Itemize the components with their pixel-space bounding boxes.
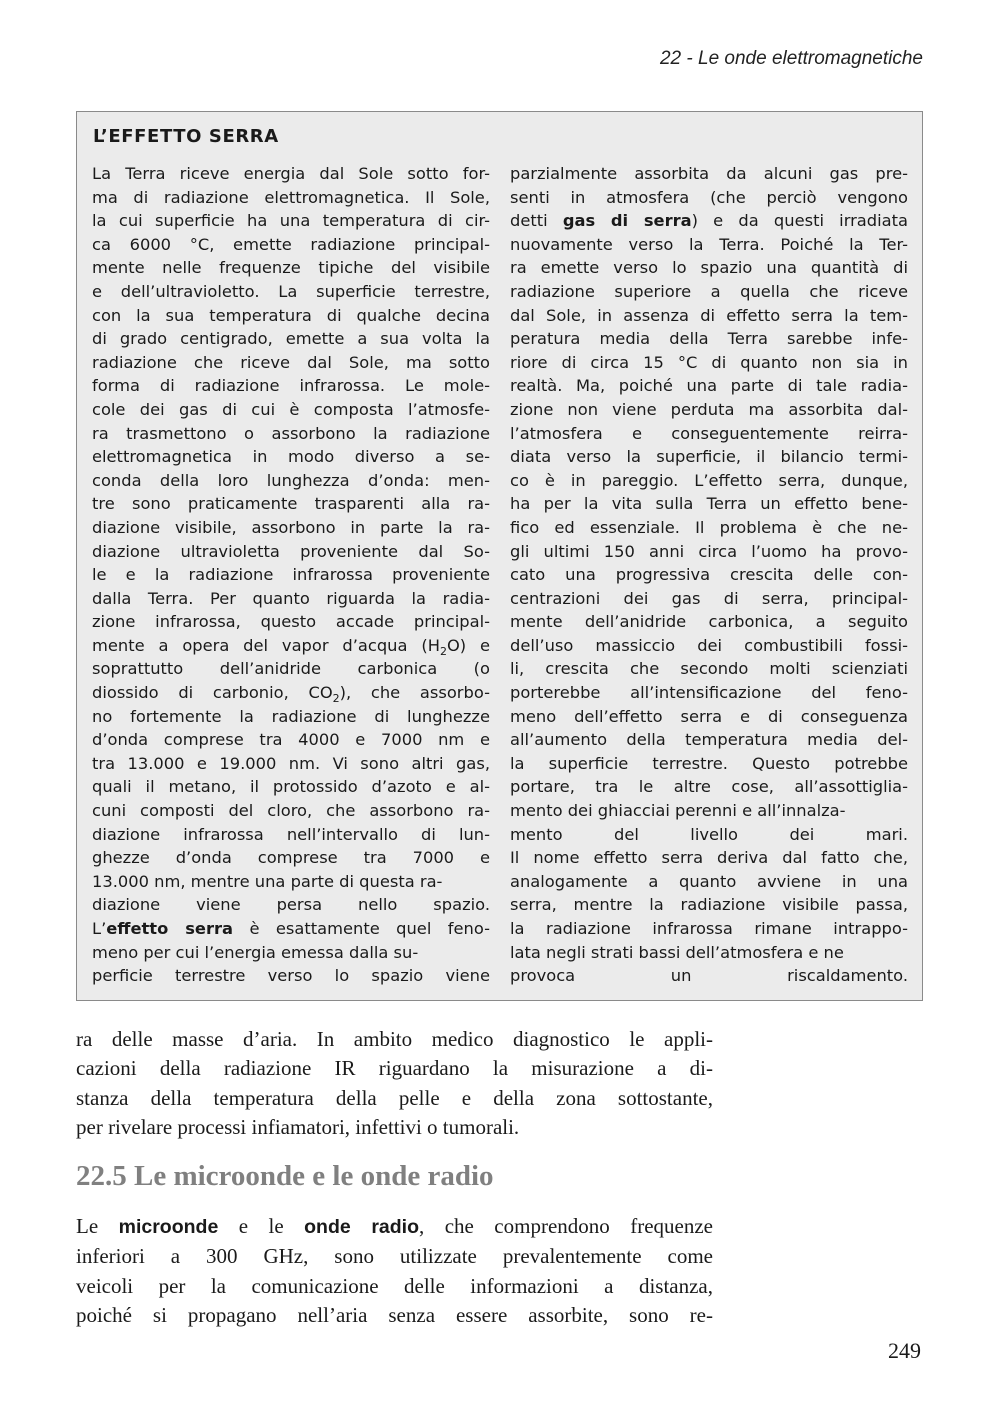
text-line: stanza della temperatura della pelle e della zona sottostante,: [76, 1085, 713, 1110]
text-line: mente a opera del vapor d’acqua $(H_2O)$ e: [92, 635, 491, 658]
subscript: 2: [332, 692, 340, 706]
text-line: inferiori a 300 GHz, sono utilizzate prevalentemente come: [76, 1244, 713, 1269]
text-line: Il nome effetto serra deriva dal fatto che,: [510, 848, 908, 868]
text-line: le e la radiazione infrarossa proveniente: [92, 565, 490, 585]
text-line: di grado centigrado, emette a sua volta la: [92, 329, 490, 349]
box-column-right: [510, 162, 908, 988]
text-line: tre sono praticamente trasparenti alla ra-: [92, 494, 490, 514]
text-line: la radiazione infrarossa rimane intrappo-: [510, 919, 908, 938]
running-header: 22 - Le onde elettromagnetiche: [659, 48, 923, 69]
text-line: cole dei gas di cui è composta l’atmosfe-: [92, 399, 490, 419]
box-title: L’EFFETTO SERRA: [93, 126, 279, 147]
text-line: portare, tra le altre cose, all’assottiglia-: [510, 777, 908, 797]
text-line: mente dell’anidride carbonica, a seguito: [510, 612, 908, 632]
text-line: meno per cui l’energia emessa dalla su-: [92, 942, 419, 962]
text-line: elettromagnetica in modo diverso a se-: [92, 447, 490, 467]
text-line: zione infrarossa, questo accade principal-: [92, 612, 490, 632]
page-number: 249: [888, 1338, 921, 1363]
text-line: mente nelle frequenze tipiche del visibile: [92, 258, 490, 278]
text-line: radiazione superiore a quella che riceve: [510, 281, 908, 301]
box-columns: [92, 162, 908, 988]
text-line: cazioni della radiazione IR riguardano la misurazione a di-: [76, 1056, 713, 1081]
text-line: 13.000 nm, mentre una parte di questa ra-: [92, 871, 443, 891]
text-line: diazione ultravioletta proveniente dal So-: [92, 541, 490, 561]
body-paragraph-microwaves: [76, 1212, 713, 1331]
text-line: riore di circa 15 °C di quanto non sia in: [510, 352, 908, 372]
text-line: no fortemente la radiazione di lunghezze: [92, 706, 490, 726]
text-line: analogamente a quanto avviene in una: [510, 871, 908, 891]
text-line: con la sua temperatura di qualche decina: [92, 305, 490, 325]
text-line: L’effetto serra è esattamente quel feno-: [92, 919, 490, 938]
text-line: diazione infrarossa nell’intervallo di lun-: [92, 824, 490, 844]
text-line: radiazione che riceve dal Sole, ma sotto: [92, 352, 490, 372]
text-line: co è in pareggio. L’effetto serra, dunque,: [510, 470, 908, 490]
text-line: nuovamente verso la Terra. Poiché la Ter-: [510, 234, 908, 254]
text-line: dal Sole, in assenza di effetto serra la tem-: [510, 305, 908, 325]
text-line: senti in atmosfera (che perciò vengono: [510, 187, 908, 207]
text-line: li, crescita che secondo molti scienziati: [510, 659, 908, 679]
text-line: mento del livello dei mari.: [510, 824, 908, 844]
text-line: cuni composti del cloro, che assorbono ra-: [92, 801, 490, 821]
text-line: diata verso la superficie, il bilancio termi-: [510, 447, 908, 467]
text-line: fico ed essenziale. Il problema è che ne-: [510, 517, 908, 537]
text-line: soprattutto dell’anidride carbonica (o: [92, 659, 490, 679]
text-line: lata negli strati bassi dell’atmosfera e ne: [510, 942, 844, 962]
text-line: centrazioni dei gas di serra, principal-: [510, 588, 908, 608]
box-column-left: [92, 162, 490, 988]
text-line: ra delle masse d’aria. In ambito medico diagnostico le appli-: [76, 1027, 713, 1051]
text-line: conda della loro lunghezza d’onda: men-: [92, 470, 490, 490]
text-line: la superficie terrestre. Questo potrebbe: [510, 753, 908, 773]
text-line: quali il metano, il protossido d’azoto e al-: [92, 777, 490, 797]
text-line: all’aumento della temperatura media del-: [510, 730, 908, 750]
text-line: realtà. Ma, poiché una parte di tale radia-: [510, 376, 908, 396]
text-line: detti gas di serra) e da questi irradiata: [510, 211, 908, 231]
text-line: diossido di carbonio, $CO_2$), che assorbo-: [92, 683, 490, 706]
bold-term: microonde: [118, 1216, 219, 1238]
text-line: mento dei ghiacciai perenni e all’innalza-: [510, 801, 846, 821]
text-line: d’onda comprese tra 4000 e 7000 nm e: [92, 730, 490, 750]
text-line: per rivelare processi infiamatori, infettivi o tumorali.: [76, 1115, 520, 1140]
text-line: provoca un riscaldamento.: [510, 966, 908, 986]
bold-term: onde radio: [304, 1216, 420, 1238]
text-line: cato una progressiva crescita delle con-: [510, 565, 908, 585]
text-line: parzialmente assorbita da alcuni gas pre-: [510, 164, 908, 183]
bold-term: effetto serra: [106, 919, 233, 938]
text-line: diazione viene persa nello spazio.: [92, 895, 490, 915]
text-line: l’atmosfera e conseguentemente reirra-: [510, 423, 908, 443]
text-line: veicoli per la comunicazione delle informazioni a distanza,: [76, 1273, 713, 1298]
text-line: dalla Terra. Per quanto riguarda la radia-: [92, 588, 490, 608]
text-line: zione non viene perduta ma assorbita dal-: [510, 399, 908, 419]
text-line: forma di radiazione infrarossa. Le mole-: [92, 376, 490, 396]
text-line: ghezze d’onda comprese tra 7000 e: [92, 848, 490, 868]
text-line: ra emette verso lo spazio una quantità di: [510, 258, 908, 278]
text-line: ha per la vita sulla Terra un effetto bene-: [510, 494, 908, 514]
text-line: dell’uso massiccio dei combustibili fossi-: [510, 635, 908, 655]
sidebar-box-greenhouse-effect: [76, 111, 923, 1001]
subscript: 2: [439, 644, 447, 658]
body-paragraph-ir-applications: [76, 1025, 713, 1143]
text-line: peratura media della Terra sarebbe infe-: [510, 329, 908, 349]
text-line: ra trasmettono o assorbono la radiazione: [92, 423, 490, 443]
text-line: ca 6000 °C, emette radiazione principal-: [92, 234, 490, 254]
text-line: diazione visibile, assorbono in parte la ra-: [92, 517, 490, 537]
section-heading: 22.5 Le microonde e le onde radio: [76, 1160, 494, 1192]
text-line: ma di radiazione elettromagnetica. Il Sole,: [92, 187, 490, 207]
text-line: la cui superficie ha una temperatura di cir-: [92, 211, 490, 231]
text-line: serra, mentre la radiazione visibile passa,: [510, 895, 908, 915]
text-line: tra 13.000 e 19.000 nm. Vi sono altri gas,: [92, 753, 490, 773]
text-line: porterebbe all’intensificazione del feno-: [510, 683, 908, 703]
text-line: Le microonde e le onde radio, che comprendono frequenze: [76, 1214, 713, 1238]
text-line: gli ultimi 150 anni circa l’uomo ha provo-: [510, 541, 908, 561]
text-line: poiché si propagano nell’aria senza essere assorbite, sono re-: [76, 1303, 713, 1328]
text-line: e dell’ultravioletto. La superficie terrestre,: [92, 281, 490, 301]
text-line: meno dell’effetto serra e di conseguenza: [510, 706, 908, 726]
bold-term: gas di serra: [562, 211, 692, 231]
text-line: La Terra riceve energia dal Sole sotto for-: [92, 164, 490, 183]
text-line: perficie terrestre verso lo spazio viene: [92, 966, 490, 986]
